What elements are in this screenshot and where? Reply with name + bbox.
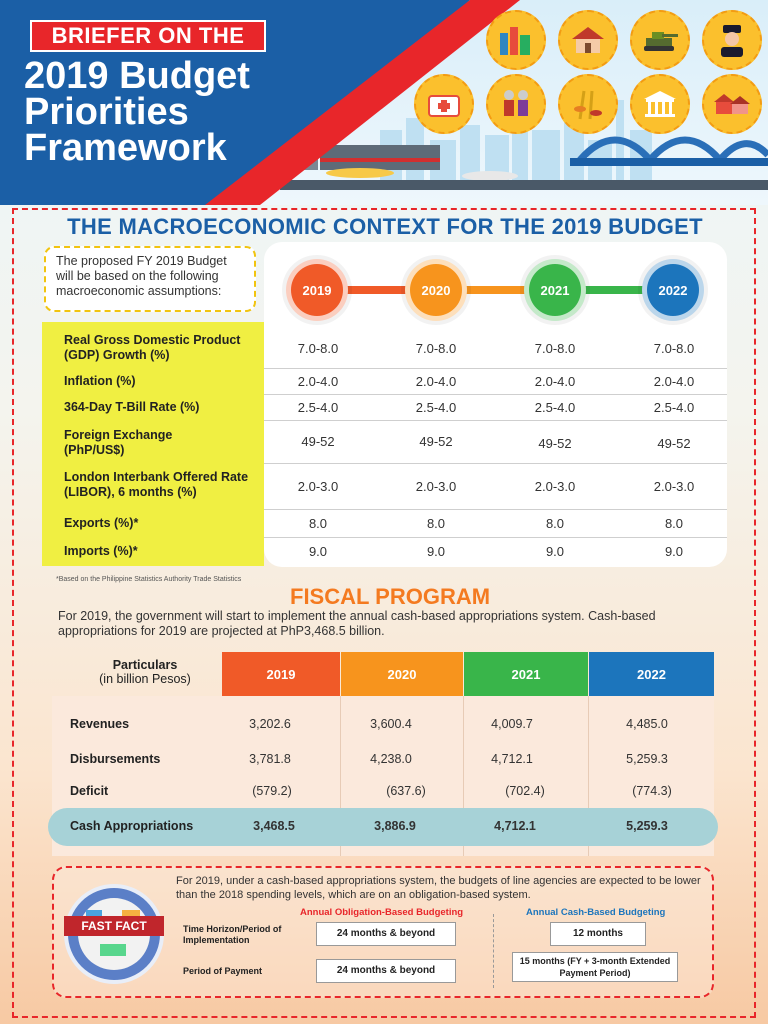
fiscal-year-header-2021: 2021	[464, 652, 588, 696]
fiscal-cell: (579.2)	[252, 784, 292, 798]
fiscal-cell: 3,468.5	[253, 819, 295, 833]
macro-cell: 9.0	[664, 544, 684, 559]
fiscal-description: For 2019, the government will start to implement the annual cash-based appropriations system. Cash-based appropriations for 2019 are projected at PhP3,468.5 billion.	[58, 609, 656, 638]
fiscal-cell: 4,238.0	[370, 752, 412, 766]
buildings-icon	[486, 10, 546, 70]
particulars-label: Particulars	[112, 658, 178, 672]
fiscal-cell: 5,259.3	[626, 752, 668, 766]
fiscal-cell: 3,600.4	[370, 717, 412, 731]
macro-cell: 2.5-4.0	[415, 400, 457, 415]
macro-cell: 9.0	[545, 544, 565, 559]
fast-fact-emblem	[60, 880, 168, 988]
row-divider	[264, 394, 727, 395]
macro-row-label: Imports (%)*	[64, 544, 138, 558]
macro-cell: 2.0-3.0	[534, 479, 576, 494]
title-line-3: Framework	[24, 127, 227, 169]
cash-time-horizon: 12 months	[550, 922, 646, 946]
fiscal-cell: (702.4)	[505, 784, 545, 798]
macro-cell: 49-52	[301, 434, 335, 449]
macro-intro-text: The proposed FY 2019 Budget will be based on the following macroeconomic assumptions:	[44, 246, 256, 312]
time-horizon-label: Time Horizon/Period of Implementation	[183, 924, 282, 945]
macro-row-label: Exports (%)*	[64, 516, 139, 530]
macro-cell: 8.0	[308, 516, 328, 531]
page-title	[24, 55, 250, 169]
housing-icon	[702, 74, 762, 134]
macro-cell: 8.0	[545, 516, 565, 531]
fiscal-cell: 3,202.6	[249, 717, 291, 731]
fiscal-cell: 4,485.0	[626, 717, 668, 731]
fiscal-cell: 3,781.8	[249, 752, 291, 766]
macro-cell: 2.0-3.0	[297, 479, 339, 494]
fiscal-cell: 4,712.1	[494, 819, 536, 833]
period-of-payment-label: Period of Payment	[183, 966, 263, 976]
fiscal-row-label: Cash Appropriations	[70, 819, 194, 833]
row-divider	[264, 537, 727, 538]
macro-cell: 2.0-4.0	[534, 374, 576, 389]
government-icon	[630, 74, 690, 134]
fiscal-cell: 4,009.7	[491, 717, 533, 731]
macro-cell: 7.0-8.0	[534, 341, 576, 356]
macro-cell: 2.5-4.0	[534, 400, 576, 415]
year-circle-2020: 2020	[405, 259, 467, 321]
cash-period-of-payment: 15 months (FY + 3-month Extended Payment Period)	[512, 952, 678, 982]
row-divider	[264, 463, 727, 464]
macro-cell: 49-52	[657, 436, 691, 451]
macro-row-label: London Interbank Offered Rate (LIBOR), 6 months (%)	[64, 470, 249, 499]
police-icon	[702, 10, 762, 70]
macro-cell: 7.0-8.0	[653, 341, 695, 356]
particulars-unit: (in billion Pesos)	[99, 672, 191, 686]
title-line-1: 2019 Budget	[24, 55, 250, 97]
fiscal-cell: (637.6)	[386, 784, 426, 798]
elderly-icon	[486, 74, 546, 134]
health-icon	[414, 74, 474, 134]
macro-cell: 2.0-4.0	[297, 374, 339, 389]
fact-divider	[493, 914, 494, 988]
fiscal-row-label: Disbursements	[70, 752, 161, 766]
row-divider	[264, 420, 727, 421]
agriculture-icon	[558, 74, 618, 134]
fiscal-section-title: FISCAL PROGRAM	[290, 584, 491, 609]
macro-cell: 9.0	[308, 544, 328, 559]
macro-cell: 49-52	[538, 436, 572, 451]
fiscal-cell: 3,886.9	[374, 819, 416, 833]
year-circle-2019: 2019	[286, 259, 348, 321]
row-divider	[264, 368, 727, 369]
row-divider	[264, 509, 727, 510]
macro-cell: 8.0	[664, 516, 684, 531]
fiscal-cell: (774.3)	[632, 784, 672, 798]
macro-row-label: Inflation (%)	[64, 374, 136, 388]
macro-row-label: Foreign Exchange (PhP/US$)	[64, 428, 173, 457]
cash-based-title: Annual Cash-Based Budgeting	[526, 907, 666, 918]
macro-cell: 7.0-8.0	[297, 341, 339, 356]
title-line-2: Priorities	[24, 91, 189, 133]
fiscal-year-header-2020: 2020	[341, 652, 463, 696]
obligation-period-of-payment: 24 months & beyond	[316, 959, 456, 983]
school-icon	[558, 10, 618, 70]
macro-cell: 2.5-4.0	[297, 400, 339, 415]
macro-cell: 49-52	[419, 434, 453, 449]
macro-cell: 7.0-8.0	[415, 341, 457, 356]
fast-fact-badge: FAST FACT	[64, 916, 164, 936]
macro-section-title: THE MACROECONOMIC CONTEXT FOR THE 2019 BUDGET	[67, 214, 703, 239]
briefer-badge: BRIEFER ON THE	[30, 20, 266, 52]
particulars-header	[70, 658, 220, 686]
macro-cell: 2.5-4.0	[653, 400, 695, 415]
macro-cell: 2.0-3.0	[415, 479, 457, 494]
obligation-time-horizon: 24 months & beyond	[316, 922, 456, 946]
macro-cell: 9.0	[426, 544, 446, 559]
year-circle-2021: 2021	[524, 259, 586, 321]
macro-cell: 8.0	[426, 516, 446, 531]
fiscal-row-label: Revenues	[70, 717, 130, 731]
fiscal-year-header-2019: 2019	[222, 652, 340, 696]
fast-fact-text: For 2019, under a cash-based appropriations system, the budgets of line agencies are expected to be lower than the 2018 spending levels, which are on an obligation-based system.	[176, 875, 701, 901]
macro-cell: 2.0-4.0	[415, 374, 457, 389]
year-circle-2022: 2022	[642, 259, 704, 321]
fiscal-cell: 5,259.3	[626, 819, 668, 833]
macro-cell: 2.0-4.0	[653, 374, 695, 389]
obligation-based-title: Annual Obligation-Based Budgeting	[300, 907, 464, 918]
fiscal-row-label: Deficit	[70, 784, 109, 798]
footnote: *Based on the Philippine Statistics Authority Trade Statistics	[56, 576, 242, 583]
macro-row-label: Real Gross Domestic Product (GDP) Growth (%)	[64, 333, 241, 362]
fiscal-year-header-2022: 2022	[589, 652, 714, 696]
macro-cell: 2.0-3.0	[653, 479, 695, 494]
tank-icon	[630, 10, 690, 70]
macro-row-label: 364-Day T-Bill Rate (%)	[64, 400, 200, 414]
fiscal-cell: 4,712.1	[491, 752, 533, 766]
